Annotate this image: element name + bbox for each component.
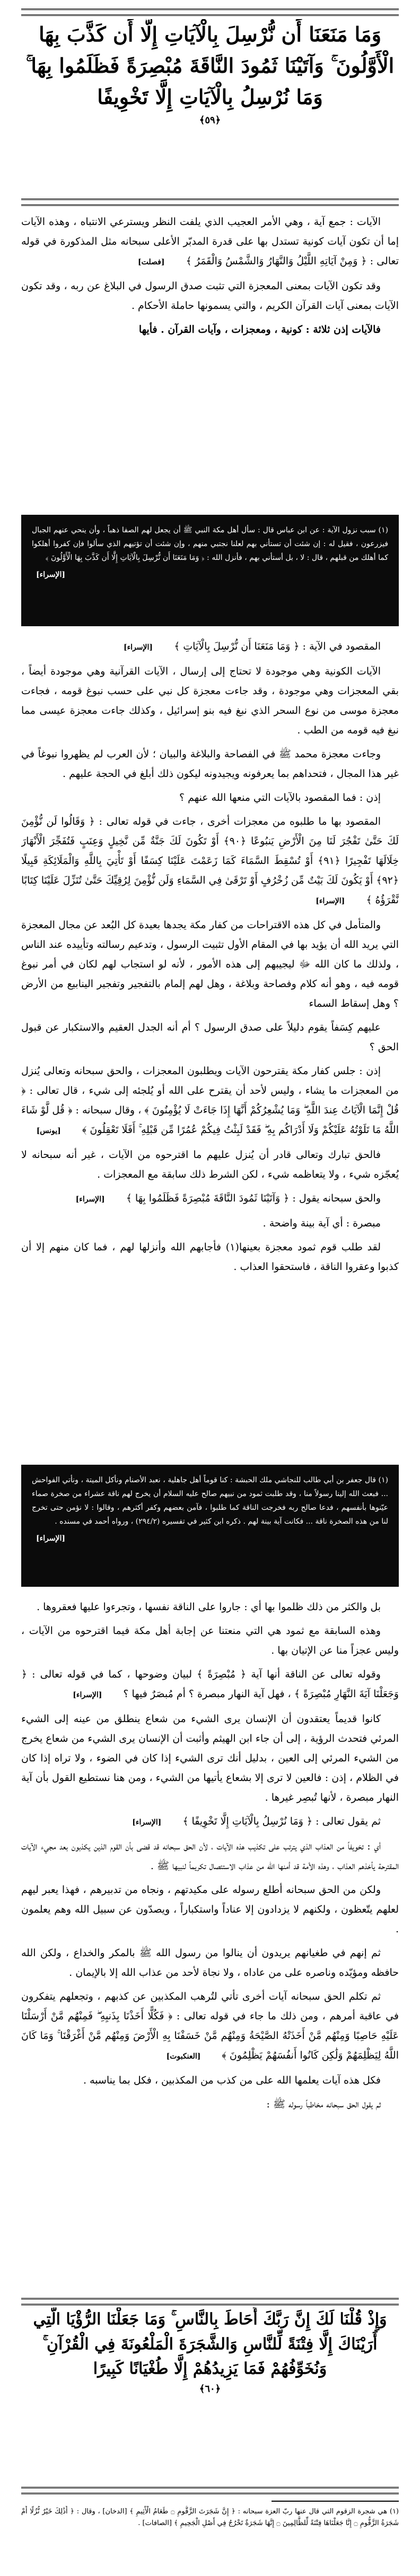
section-2 [21, 637, 399, 1454]
section2-paragraph-10: والحق سبحانه يقول : ﴿ وَآتَيْنَا ثَمُودَ النَّاقَةَ مُبْصِرَةً فَظَلَمُوا بِهَا ﴾ [الإسراء] [75, 1192, 381, 1204]
footnote-box-1-text: (١) سبب نزول الآية : عن ابن عباس قال : سأل أهل مكة النبي ﷺ أن يجعل لهم الصفا ذهباً ، وأن ينحي عنهم الجبال فيزرعون ، فقيل له : إن شئت أن تستأني بهم لعلنا نجتبي منهم ، وإن شئت أن تؤتيهم الذي سألوا فإن كفروا أهلكوا كما أهلك من قبلهم ، قال : لا ، بل أستأني بهم ، فأنزل الله : ﴿ وَمَا مَنَعَنَا أَن نُّرْسِلَ بِالْآيَاتِ إِلَّا أَن كَذَّبَ بِهَا الْأَوَّلُونَ ﴾ [32, 526, 388, 562]
top-ornament [21, 8, 399, 16]
section-3 [21, 1597, 399, 2287]
section1-paragraph-2: وقد تكون الآيات بمعنى المعجزة التي تثبت صدق الرسول في البلاغ عن ربه ، وقد تكون الآيات بمعنى آيات القرآن الكريم ، والتي يسمونها حاملة الأحكام . [21, 280, 399, 312]
section2-paragraph-2: الآيات الكونية وهي موجودة لا تحتاج إلى إرسال ، الآيات القرآنية وهي موجودة أيضاً ، بقي المعجزات وهي موجودة ، وقد جاءت معجزة كل نبي على حسب نبوغ قومه ، فجاءت معجزة موسى من نوع السحر الذي نبغ فيه بنو إسرائيل ، وكذلك جاءت معجزة عيسى مما نبغ فيه قومه من الطب . [21, 665, 399, 736]
bottom-ornament [21, 2298, 399, 2305]
bottom-verse-banner [21, 2307, 399, 2483]
section3-paragraph-4: كانوا قديماً يعتقدون أن الإنسان يرى الشيء من شعاع ينطلق من عينه إلى الشيء المرئي فتحدث الرؤية ، إلى أن جاء ابن الهيثم وأثبت أن الإنسان يرى الشيء من شعاع يخرج من الشيء المرئي إلى العين ، بدليل أنك ترى الشيء إذا كان في الضوء ، ولا تراه إذا كان في الظلام ، إذن : فالعين لا ترى إلا بشعاع يأتيها من الشيء ، ومن هنا نستطيع القول بأن آية النهار مبصرة ، لأنها تُبصِر غيرها . [21, 1713, 399, 1803]
bottom-verse-number: ﴿٦٠﴾ [199, 2383, 221, 2395]
section2-paragraph-1: المقصود في الآية : ﴿ وَمَا مَنَعَنَا أَن نُّرْسِلَ بِالْآيَاتِ ﴾ [الإسراء] [123, 641, 381, 652]
section1-paragraph-3: فالآيات إذن ثلاثة : كونية ، ومعجزات ، وآيات القرآن . فأيها [138, 324, 381, 335]
footnote-divider [272, 2501, 399, 2502]
top-verse-banner [21, 19, 399, 194]
section3-paragraph-6: أي : تخويفاً من العذاب الذي يترتب على تكذيب هذه الآيات ، لأن الحق سبحانه قد قضى بأن القوم الذين يكذبون بعد مجيء الآيات المقترحة يأخذهم العذاب ، وهذه الأمة قد أمنها الله من عذاب الاستئصال تكريماً لنبيها ﷺ . [21, 1840, 399, 1872]
section3-paragraph-8: ثم إنهم في طغيانهم يريدون أن ينالوا من رسول الله ﷺ بالمكر والخداع ، ولكن الله حافظه ومؤيّده وناصره على من عاداه ، ولا نجاة لأحد من عذاب الله إلا بالإيمان . [21, 1947, 399, 1978]
section3-paragraph-7: ولكن من الحق سبحانه أطلع رسوله على مكيدتهم ، ونجاه من تدبيرهم ، فهذا يعبر ليهم لعلهم يتّعظون ، ولكنهم لا يزدادون إلا عناداً واستكباراً ، ويصدّون عن سبيل الله وهم يعلمون . [21, 1884, 399, 1935]
section3-paragraph-5: ثم يقول تعالى : ﴿ وَمَا نُرْسِلُ بِالْآيَاتِ إِلَّا تَخْوِيفًا ﴾ [الإسراء] [132, 1816, 381, 1827]
bottom-verse-text: وَإِذْ قُلْنَا لَكَ إِنَّ رَبَّكَ أَحَاطَ بِالنَّاسِ ۚ وَمَا جَعَلْنَا الرُّؤْيَا الَّتِي أَرَيْنَاكَ إِلَّا فِتْنَةً لِّلنَّاسِ وَالشَّجَرَةَ الْمَلْعُونَةَ فِي الْقُرْآنِ ۚ وَنُخَوِّفُهُمْ فَمَا يَزِيدُهُمْ إِلَّا طُغْيَانًا كَبِيرًا [33, 2310, 387, 2378]
section2-paragraph-8: إذن : جلس كفار مكة يقترحون الآيات ويطلبون المعجزات ، والحق سبحانه وتعالى يُنزل من المعجزات ما يشاء ، وليس لأحد أن يقترح على الله أو يُلجئه إلى شيء ، قال تعالى : ﴿ قُلْ إِنَّمَا الْآيَاتُ عِندَ اللَّهِ ۖ وَمَا يُشْعِرُكُمْ أَنَّهَا إِذَا جَاءَتْ لَا يُؤْمِنُونَ ﴾ ، وقال سبحانه : ﴿ قُل لَّوْ شَاءَ اللَّهُ مَا تَلَوْتُهُ عَلَيْكُمْ وَلَا أَدْرَاكُم بِهِ ۖ فَقَدْ لَبِثْتُ فِيكُمْ عُمُرًا مِّن قَبْلِهِ ۚ أَفَلَا تَعْقِلُونَ ﴾ [يونس] [21, 1065, 399, 1136]
section2-paragraph-7: عليهم كِسَفاً يقوم دليلاً على صدق الرسول ؟ أم أنه الجدل العقيم والاستكبار عن قبول الحق ؟ [21, 1022, 399, 1053]
footnote-box-1 [21, 515, 399, 626]
section3-paragraph-3: وقوله تعالى عن الناقة أنها آية ﴿ مُبْصِرَةً ﴾ لبيان وضوحها ، كما في قوله تعالى : ﴿ وَجَعَلْنَا آيَةَ النَّهَارِ مُبْصِرَةً ﴾ ، فهل آية النهار مبصرة ؟ أم مُبصَرٌ فيها ؟ [الإسراء] [21, 1669, 399, 1700]
footnote-box-1-ref: [الإسراء] [36, 570, 66, 579]
section3-paragraph-2: وهذه السابقة مع ثمود هي التي منعتنا عن إجابة أهل مكة فيما اقترحوه من الآيات ، وليس عجزاً منا عن الإتيان بها . [21, 1625, 399, 1656]
top-verse-number: ﴿٥٩﴾ [199, 114, 221, 126]
section2-paragraph-11: مبصرة : أي آية بينة واضحة . [262, 1217, 381, 1229]
section3-paragraph-9: ثم تكلم الحق سبحانه آيات أخرى تأتي لتُرهب المكذبين عن كذبهم ، وتجعلهم يتفكرون في عاقبة أمرهم ، ومن ذلك ما جاء في قوله تعالى : ﴿ فَكُلًّا أَخَذْنَا بِذَنبِهِ ۖ فَمِنْهُم مَّنْ أَرْسَلْنَا عَلَيْهِ حَاصِبًا وَمِنْهُم مَّنْ أَخَذَتْهُ الصَّيْحَةُ وَمِنْهُم مَّنْ خَسَفْنَا بِهِ الْأَرْضَ وَمِنْهُم مَّنْ أَغْرَقْنَا ۚ وَمَا كَانَ اللَّهُ لِيَظْلِمَهُمْ وَلَٰكِن كَانُوا أَنفُسَهُمْ يَظْلِمُونَ ﴾ [العنكبوت] [21, 1991, 399, 2061]
footnote-box-2-ref: [الإسراء] [36, 1534, 66, 1543]
section2-paragraph-12: لقد طلب قوم ثمود معجزة بعينها(١) فأجابهم الله وأنزلها لهم ، فما كان منهم إلا أن كذبوا وعقروا الناقة ، فاستحقوا العذاب . [21, 1241, 399, 1273]
section2-paragraph-6: والمتأمل في كل هذه الاقتراحات من كفار مكة يجدها بعيدة كل البُعد عن مجال المعجزة التي يريد الله أن يؤيد بها في المقام الأول تثبيت الرسول ، وتدعيم رسالته وتأييده عند الناس ، ولذلك ما كان الله ﷻ ليجيبهم إلى هذه الأمور ، لأنه لو استجاب لهم لكان في أمر نبوغ قومه فيه ، وهو أنه كلام وفصاحة وبلاغة ، وهل لهم إلمام بالتفجير وتفجير الينابيع من الأرض ؟ وهل إسقاط السماء [21, 919, 399, 1009]
bottom-footnote-text: (١) هي شجرة الزقوم التي قال عنها ربّ العزة سبحانه : ﴿ إِنَّ شَجَرَتَ الزَّقُّومِ ۝ طَعَامُ الْأَثِيمِ ﴾ [الدخان] ، وقال : ﴿ أَذَٰلِكَ خَيْرٌ نُّزُلًا أَمْ شَجَرَةُ الزَّقُّومِ ۝ إِنَّا جَعَلْنَاهَا فِتْنَةً لِّلظَّالِمِينَ ۝ إِنَّهَا شَجَرَةٌ تَخْرُجُ فِي أَصْلِ الْجَحِيمِ ﴾ [الصافات] . [21, 2508, 399, 2527]
section1-ref-1: [فصلت] [138, 258, 165, 266]
top-ornament-bottom [21, 198, 399, 206]
section3-paragraph-1: بل والكثر من ذلك ظلموا بها أي : جاروا على الناقة نفسها ، وتجرءوا عليها فعقروها . [37, 1601, 381, 1613]
bottom-footnote [21, 2506, 399, 2570]
section2-paragraph-4: إذن : فما المقصود بالآيات التي منعها الله عنهم ؟ [179, 792, 381, 803]
section2-paragraph-3: وجاءت معجزة محمد ﷺ في الفصاحة والبلاغة والبيان ؛ لأن العرب لم يظهروا نبوغاً في غير هذا المجال ، فتحداهم بما يعرفونه ويجيدونه ليكون ذلك أبلغ في الحجة عليهم . [21, 748, 399, 780]
footnote-box-2-text: (١) قال جعفر بن أبي طالب للنجاشي ملك الحبشة : كنا قوماً أهل جاهلية ، نعبد الأصنام ونأكل الميتة ، ونأتي الفواحش ... فبعث الله إلينا رسولاً منا ، وقد طلبت ثمود من نبيهم صالح عليه السلام أن يخرج لهم ناقة عشراء من صخرة صماء عيّنوها بأنفسهم ، فدعا صالح ربه فخرجت الناقة كما طلبوا ، فآمن بعضهم وكفر أكثرهم ، وقالوا : لا نؤمن حتى تخرج لنا من هذه الصخرة ناقة ... فكانت آية بينة لهم . ذكره ابن كثير في تفسيره (٢٩٤/٢) ، ورواه أحمد في مسنده . [32, 1476, 388, 1526]
bottom-ornament-bottom [21, 2487, 399, 2494]
section3-paragraph-10: فكل هذه آيات يعلمها الله على من كذب من المكذبين ، فكل بما يناسبه . [83, 2074, 381, 2086]
section2-paragraph-5: المقصود بها ما طلبوه من معجزات أخرى ، جاءت في قوله تعالى : ﴿ وَقَالُوا لَن نُّؤْمِنَ لَكَ حَتَّىٰ تَفْجُرَ لَنَا مِنَ الْأَرْضِ يَنبُوعًا ﴿٩٠﴾ أَوْ تَكُونَ لَكَ جَنَّةٌ مِّن نَّخِيلٍ وَعِنَبٍ فَتُفَجِّرَ الْأَنْهَارَ خِلَالَهَا تَفْجِيرًا ﴿٩١﴾ أَوْ تُسْقِطَ السَّمَاءَ كَمَا زَعَمْتَ عَلَيْنَا كِسَفًا أَوْ تَأْتِيَ بِاللَّهِ وَالْمَلَائِكَةِ قَبِيلًا ﴿٩٢﴾ أَوْ يَكُونَ لَكَ بَيْتٌ مِّن زُخْرُفٍ أَوْ تَرْقَىٰ فِي السَّمَاءِ وَلَن نُّؤْمِنَ لِرُقِيِّكَ حَتَّىٰ تُنَزِّلَ عَلَيْنَا كِتَابًا نَّقْرَؤُهُ ﴾ [الإسراء] [21, 816, 399, 906]
top-verse-text: وَمَا مَنَعَنَا أَن نُّرْسِلَ بِالْآيَاتِ إِلَّا أَن كَذَّبَ بِهَا الْأَوَّلُونَ ۚ وَآتَيْنَا ثَمُودَ النَّاقَةَ مُبْصِرَةً فَظَلَمُوا بِهَا ۚ وَمَا نُرْسِلُ بِالْآيَاتِ إِلَّا تَخْوِيفًا [25, 22, 395, 109]
section3-paragraph-11: ثم يقول الحق سبحانه مخاطباً رسوله ﷺ : [266, 2098, 381, 2110]
section2-paragraph-9: فالحق تبارك وتعالى قادر أن يُنزل عليهم ما اقترحوه من الآيات ، غير أنه سبحانه لا يُعجّزه شيء ، ولا يتعاظمه شيء ، لكن الشرط ذلك سابقة مع المعجزات . [21, 1149, 399, 1180]
section-1 [21, 212, 399, 509]
footnote-box-2 [21, 1465, 399, 1587]
section1-paragraph-1: الآيات : جمع آية ، وهي الأمر العجيب الذي يلفت النظر ويسترعي الانتباه ، وهذه الآيات إما أن تكون آيات كونية تستدل بها على قدرة المدبّر الأعلى سبحانه مثل المذكورة في قوله تعالى : ﴿ وَمِنْ آيَاتِهِ اللَّيْلُ وَالنَّهَارُ وَالشَّمْسُ وَالْقَمَرُ ﴾ [فصلت] [21, 212, 399, 272]
